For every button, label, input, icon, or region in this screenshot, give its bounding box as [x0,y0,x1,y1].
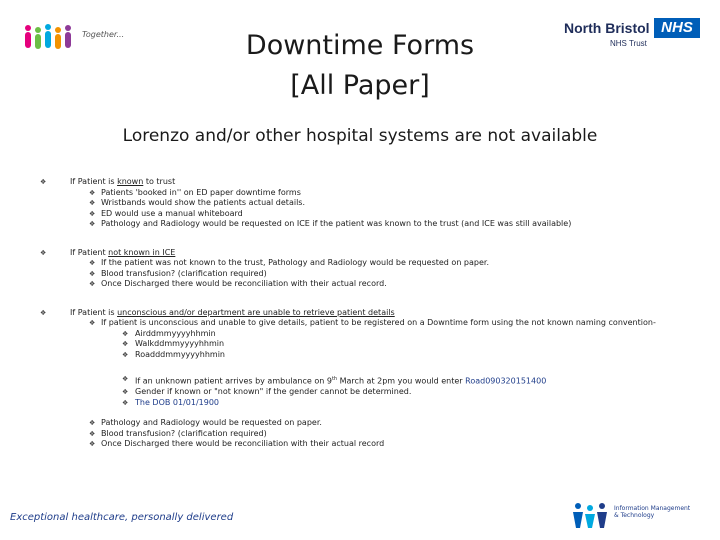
section-not-known [40,248,690,290]
people-figures-logo [570,500,610,530]
closing-list [70,418,690,450]
list-item: ❖ If patient is unconscious and unable to give details, patient to be registered on a Downtime form using the not known naming convention- ❖ Airddmmyyyyhhmin ❖ Walkddmmyyyyhhmin ❖ Roadddmmyyyyhhmin ❖ If an unknown patient arrives by ambulance on 9th March at 2pm you would enter Road090320151400 ❖ Gender if known or "not known" if the gender cannot be determined. ❖ The DOB 01/01/1900 [70,318,690,408]
diamond-bullet-icon: ❖ [89,209,96,218]
footer-tagline: Exceptional healthcare, personally delivered [10,512,234,523]
list-item: ❖ Pathology and Radiology would be requested on ICE if the patient was known to the trust (and ICE was still available) [89,219,572,228]
diamond-bullet-icon: ❖ [122,350,129,359]
diamond-bullet-icon: ❖ [122,375,129,383]
nhs-badge: NHS [654,18,700,38]
list-item: ❖ Wristbands would show the patients actual details. [89,198,305,207]
list-item: ❖ ED would use a manual whiteboard [89,208,243,218]
left-logo-text: Together... [82,30,125,39]
diamond-bullet-icon: ❖ [122,329,129,338]
example-item: ❖ If an unknown patient arrives by ambulance on 9th March at 2pm you would enter Road090320151400 [122,375,547,386]
title-line-2: [All Paper] [290,70,430,101]
list-item: ❖ Once Discharged there would be reconciliation with their actual record [89,439,385,449]
diamond-bullet-icon: ❖ [40,308,47,317]
example-item: ❖ The DOB 01/01/1900 [122,397,220,407]
example-item: ❖ Gender if known or "not known" if the gender cannot be determined. [122,387,412,397]
list-item: ❖ Once Discharged there would be reconciliation with their actual record. [89,279,387,288]
section-heading: If Patient is unconscious and/or department are unable to retrieve patient details [70,307,395,317]
diamond-bullet-icon: ❖ [89,280,96,288]
list-item: ❖ Patients 'booked in'' on ED paper downtime forms [89,187,301,197]
section-heading: If Patient not known in ICE [70,247,176,257]
sub-list [70,258,690,290]
diamond-bullet-icon: ❖ [40,248,47,257]
example-code: Road090320151400 [465,376,547,386]
naming-item: ❖ Walkddmmyyyyhhmin [122,339,225,348]
sub-list [70,188,690,230]
title-line-1: Downtime Forms [245,30,475,61]
section-unconscious [40,308,690,450]
diamond-bullet-icon: ❖ [40,178,47,186]
diamond-bullet-icon: ❖ [89,440,96,449]
naming-item: ❖ Airddmmyyyyhhmin [122,328,216,338]
subtitle: Lorenzo and/or other hospital systems are not available [122,126,598,146]
diamond-bullet-icon: ❖ [122,398,129,407]
imt-label: Information Management & Technology [614,505,691,519]
list-item: ❖ If the patient was not known to the trust, Pathology and Radiology would be requested on paper. [89,258,490,267]
list-item: ❖ Pathology and Radiology would be requested on paper. [89,418,322,428]
example-list [101,374,690,408]
naming-item: ❖ Roadddmmyyyyhhmin [122,349,225,359]
nhs-trust-label: NHS Trust [610,39,647,48]
diamond-bullet-icon: ❖ [89,269,96,278]
diamond-bullet-icon: ❖ [122,340,129,348]
diamond-bullet-icon: ❖ [122,388,129,397]
list-item: ❖ Blood transfusion? (clarification required) [89,428,267,438]
diamond-bullet-icon: ❖ [89,188,96,197]
naming-list [101,329,690,361]
main-list [40,177,690,450]
diamond-bullet-icon: ❖ [89,429,96,438]
diamond-bullet-icon: ❖ [89,319,96,327]
diamond-bullet-icon: ❖ [89,419,96,428]
diamond-bullet-icon: ❖ [89,259,96,267]
section-heading: If Patient is known to trust [70,177,176,186]
diamond-bullet-icon: ❖ [89,220,96,228]
page-title [180,26,540,106]
list-item: ❖ Blood transfusion? (clarification required) [89,268,267,278]
trust-name: North Bristol [564,20,650,36]
diamond-bullet-icon: ❖ [89,199,96,207]
sub-list [70,318,690,408]
content-body [40,177,690,450]
section-known [40,177,690,230]
